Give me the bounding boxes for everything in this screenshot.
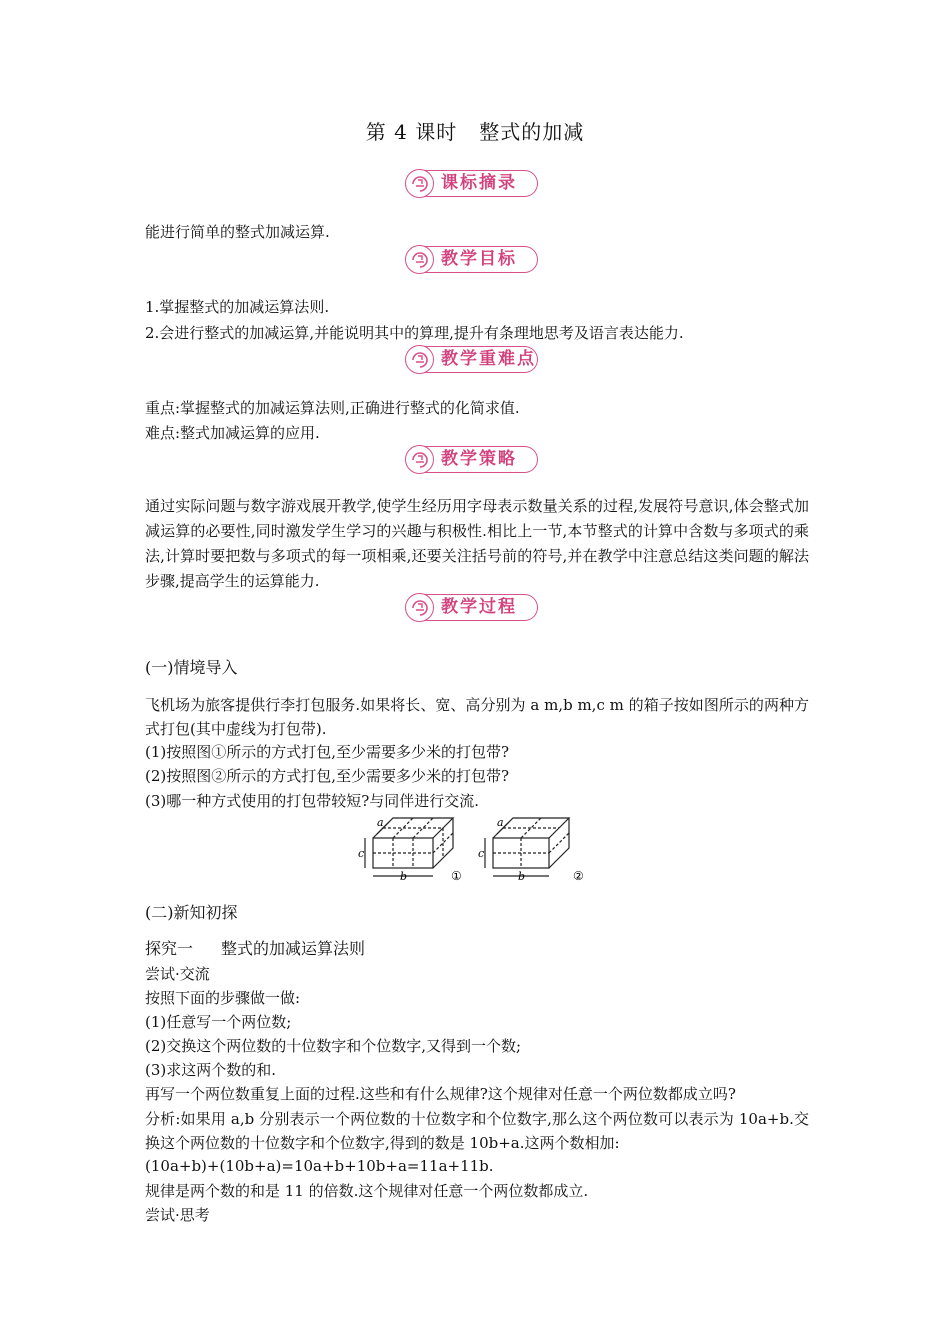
goal-1: 1.掌握整式的加减运算法则. (145, 298, 330, 316)
box-diagram (355, 806, 605, 884)
try-think-label: 尝试·思考 (145, 1206, 210, 1224)
section-heading-intro: (一)情境导入 (145, 658, 238, 677)
badge-label: 课标摘录 (441, 173, 517, 193)
step-1: (1)任意写一个两位数; (145, 1013, 292, 1031)
intro-paragraph: 飞机场为旅客提供行李打包服务.如果将长、宽、高分别为 a m,b m,c m 的箱子按如图所示的两种方式打包(其中虚线为打包带). (145, 696, 809, 738)
strategy-paragraph: 通过实际问题与数字游戏展开教学,使学生经历用字母表示数量关系的过程,发展符号意识,体会整式加减运算的必要性,同时激发学生学习的兴趣与积极性.相比上一节,本节整式的计算中含数与多项式的乘法,计算时要把数与多项式的每一项相乘,还要关注括号前的符号,并在教学中注意总结这类问题的解法步骤,提高学生的运算能力. (145, 497, 809, 590)
explore-topic: 整式的加减运算法则 (221, 939, 366, 958)
try-exchange-label: 尝试·交流 (145, 965, 210, 983)
packing-figure (355, 806, 605, 884)
explore-heading (145, 939, 365, 959)
question-3: (3)哪一种方式使用的打包带较短?与同伴进行交流. (145, 792, 480, 810)
steps-intro: 按照下面的步骤做一做: (145, 989, 301, 1007)
key-point-difficulty: 难点:整式加减运算的应用. (145, 424, 320, 442)
question-2: (2)按照图②所示的方式打包,至少需要多少米的打包带? (145, 767, 510, 785)
badge-label: 教学策略 (441, 449, 517, 469)
dim-label-c-2: c (478, 847, 485, 860)
badge-label: 教学目标 (441, 249, 517, 269)
section-badge-goals (406, 246, 538, 273)
section-icon (405, 245, 434, 274)
key-point-focus: 重点:掌握整式的加减运算法则,正确进行整式的化简求值. (145, 399, 520, 417)
section-icon (405, 345, 434, 374)
dim-label-b: b (400, 870, 408, 883)
section-icon (405, 445, 434, 474)
step-2: (2)交换这个两位数的十位数字和个位数字,又得到一个数; (145, 1037, 522, 1055)
section-heading-new-knowledge: (二)新知初探 (145, 903, 238, 922)
figure-caption-1: ① (451, 869, 462, 883)
badge-label: 教学重难点 (441, 349, 536, 369)
section-badge-standards (406, 170, 538, 197)
page-title (0, 116, 950, 145)
dim-label-a-2: a (497, 816, 504, 829)
figure-caption-2: ② (573, 869, 584, 883)
step-3: (3)求这两个数的和. (145, 1061, 277, 1079)
repeat-question: 再写一个两位数重复上面的过程.这些和有什么规律?这个规律对任意一个两位数都成立吗? (145, 1085, 736, 1103)
dim-label-c: c (358, 847, 365, 860)
section-badge-process (406, 594, 538, 621)
question-1: (1)按照图①所示的方式打包,至少需要多少米的打包带? (145, 743, 510, 761)
standards-text: 能进行简单的整式加减运算. (145, 223, 330, 241)
analysis-paragraph: 分析:如果用 a,b 分别表示一个两位数的十位数字和个位数字,那么这个两位数可以表示为 10a+b.交换这个两位数的十位数字和个位数字,得到的数是 10b+a.这两个数相加: (145, 1110, 809, 1152)
dim-label-a: a (377, 816, 384, 829)
dim-label-b-2: b (518, 870, 526, 883)
lesson-topic: 整式的加减 (479, 120, 585, 144)
conclusion: 规律是两个数的和是 11 的倍数.这个规律对任意一个两位数都成立. (145, 1182, 589, 1200)
section-icon (405, 593, 434, 622)
section-icon (405, 169, 434, 198)
section-badge-key-points (406, 346, 538, 373)
section-badge-strategy (406, 446, 538, 473)
badge-label: 教学过程 (441, 597, 517, 617)
explore-number: 探究一 (145, 939, 194, 958)
lesson-number: 第 4 课时 (365, 120, 458, 144)
goal-2: 2.会进行整式的加减运算,并能说明其中的算理,提升有条理地思考及语言表达能力. (145, 324, 684, 342)
formula: (10a+b)+(10b+a)=10a+b+10b+a=11a+11b. (145, 1157, 494, 1175)
